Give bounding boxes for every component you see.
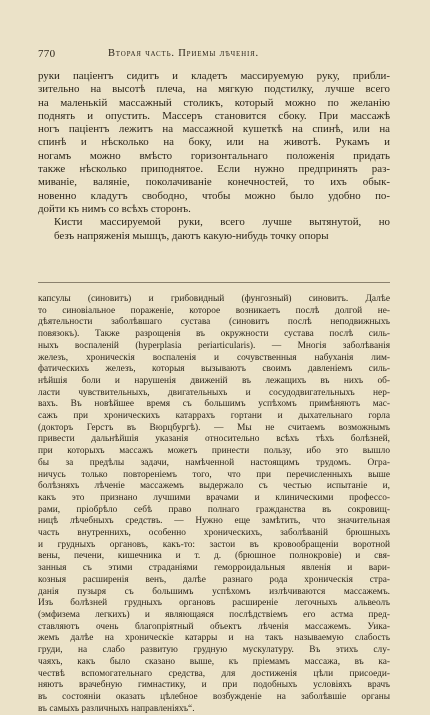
main-paragraph-1 xyxy=(38,70,390,216)
text-line: данія пузыря съ большимъ успѣхомъ излѣчиваются массажемъ. xyxy=(38,586,390,597)
main-text-block xyxy=(38,70,390,243)
text-line: дѣятельности заболѣвшаго сустава (синовитъ послѣ неподвижныхъ xyxy=(38,317,390,328)
running-title: Вторая часть. Приемы лѣченія. xyxy=(108,48,259,59)
text-line: рами, пріобрѣло себѣ право полнаго гражданства въ сокровищ- xyxy=(38,504,390,515)
text-line: вахъ. Въ новѣйшее время съ большимъ успѣхомъ примѣняютъ мас- xyxy=(38,399,390,410)
text-line: козныя расширенія венъ, далѣе разнаго рода хроническія стра- xyxy=(38,574,390,585)
text-line: няютъ врачебную гимнастику, и при подобныхъ условіяхъ врачъ xyxy=(38,680,390,691)
text-line: сажъ при хроническихъ катаррахъ гортани и дыхательнаго горла xyxy=(38,411,390,422)
text-line: ныхъ воспаленій (hyperplasia periarticularis). — Многія заболѣванія xyxy=(38,340,390,351)
text-line: поднять и опустить. Массеръ становится сбоку. При массажѣ xyxy=(38,109,390,122)
text-line: занныя съ этими страданіями геморроидальныя явленія и вари- xyxy=(38,563,390,574)
text-line: какъ это признано лучшими врачами и клиническими профессо- xyxy=(38,492,390,503)
text-line: Изъ болѣзней грудныхъ органовъ расширеніе легочныхъ альвеолъ xyxy=(38,598,390,609)
text-line: повязокъ). Также разрощенія въ окружности сустава послѣ силь- xyxy=(38,329,390,340)
text-line: ногъ паціентъ лежитъ на массажной кушеткѣ на спинѣ, или на xyxy=(38,123,390,136)
text-line: ласти чувствительныхъ, двигательныхъ и сосудодвигательныхъ нер- xyxy=(38,387,390,398)
text-line: груди, на слабо развитую грудную мускулатуру. Въ этихъ слу- xyxy=(38,645,390,656)
text-line: безъ напряженія мышцъ, даютъ какую-нибудь точку опоры xyxy=(54,229,329,242)
text-line: железъ, хроническія воспаленія и сочувственныя набуханія лим- xyxy=(38,352,390,363)
main-paragraph-2 xyxy=(38,216,390,243)
page-header xyxy=(38,48,390,62)
text-line: ницѣ лѣчебныхъ средствъ. — Нужно еще замѣтить, что значительная xyxy=(38,516,390,527)
text-line: то синовіальное пораженіе, которое возникаетъ послѣ долгой не- xyxy=(38,305,390,316)
continued-paragraph xyxy=(38,294,390,715)
text-line: ногамъ можно вмѣсто горизонтальнаго положенія придать xyxy=(38,149,390,162)
text-line: бы за предѣлы задачи, намѣченной настоящимъ трудомъ. Огра- xyxy=(38,457,390,468)
text-line: часть внутреннихъ, особенно хроническихъ, заболѣваній брюшныхъ xyxy=(38,528,390,539)
text-line: въ самыхъ различныхъ направленіяхъ“. xyxy=(38,703,195,714)
text-line: и грудныхъ органовъ, какъ-то: застои въ кровообращеніи воротной xyxy=(38,539,390,550)
text-line: вены, печени, кишечника и т. д. (брюшное полнокровіе) и свя- xyxy=(38,551,390,562)
text-line: также нѣсколько приподнятое. Если нужно предпринять раз- xyxy=(38,163,390,176)
text-line: чествѣ вспомогательнаго средства, для достиженія цѣли присоеди- xyxy=(38,668,390,679)
text-line: дойти къ нимъ со всѣхъ сторонъ. xyxy=(38,202,191,215)
section-divider xyxy=(38,282,390,283)
text-line: руки паціентъ сидитъ и кладетъ массируемую руку, прибли- xyxy=(38,70,390,82)
text-line: чаяхъ, какъ было сказано выше, къ пріемамъ массажа, въ ка- xyxy=(38,656,390,667)
text-line: (эмфизема легкихъ) и являющаяся послѣдствіемъ его астма пред- xyxy=(38,609,390,620)
text-line: болѣзняхъ лѣченіе массажемъ выдержало съ честью испытаніе и, xyxy=(38,481,390,492)
text-line: на маленькій массажный столикъ, который можно по желанію xyxy=(38,96,390,109)
text-line: привести дальнѣйшія указанія относительно всѣхъ тѣхъ болѣзней, xyxy=(38,434,390,445)
continued-text-block xyxy=(38,294,390,715)
text-line: ставляютъ очень благопріятный объектъ лѣченія массажемъ. Уика- xyxy=(38,621,390,632)
text-line: въ состояніи оказать цѣлебное возбужденіе на заболѣвшіе органы xyxy=(38,691,390,702)
text-line: Кисти массируемой руки, всего лучше вытянутой, но xyxy=(54,216,390,229)
text-line: спинѣ и нѣсколько на боку, или на животѣ. Рукамъ и xyxy=(38,136,390,149)
text-line: фатическихъ железъ, которыя вызываютъ своимъ давленіемъ силь- xyxy=(38,364,390,375)
text-line: жемъ далѣе на хроническіе катарры и на такъ называемую слабость xyxy=(38,633,390,644)
text-line: новенно кладутъ свободно, чтобы можно было удобно по- xyxy=(38,189,390,202)
page-number: 770 xyxy=(38,48,56,60)
text-line: нѣйшія боли и нарушенія движеній въ лежащихъ въ нихъ об- xyxy=(38,375,390,386)
text-line: (докторъ Герстъ въ Вюрцбургѣ). — Мы не считаемъ возможнымъ xyxy=(38,422,390,433)
text-line: при которыхъ массажъ можетъ принести пользу, ибо это вышло xyxy=(38,446,390,457)
text-line: капсулы (синовитъ) и грибовидный (фунгозный) синовитъ. Далѣе xyxy=(38,294,390,304)
text-line: зительно на высотѣ плеча, на мягкую подстилку, лучше всего xyxy=(38,83,390,96)
text-line: ничусь только повтореніемъ того, что при перечисленныхъ выше xyxy=(38,469,390,480)
text-line: миваніе, валяніе, поколачиваніе конечностей, то ихъ обык- xyxy=(38,176,390,189)
